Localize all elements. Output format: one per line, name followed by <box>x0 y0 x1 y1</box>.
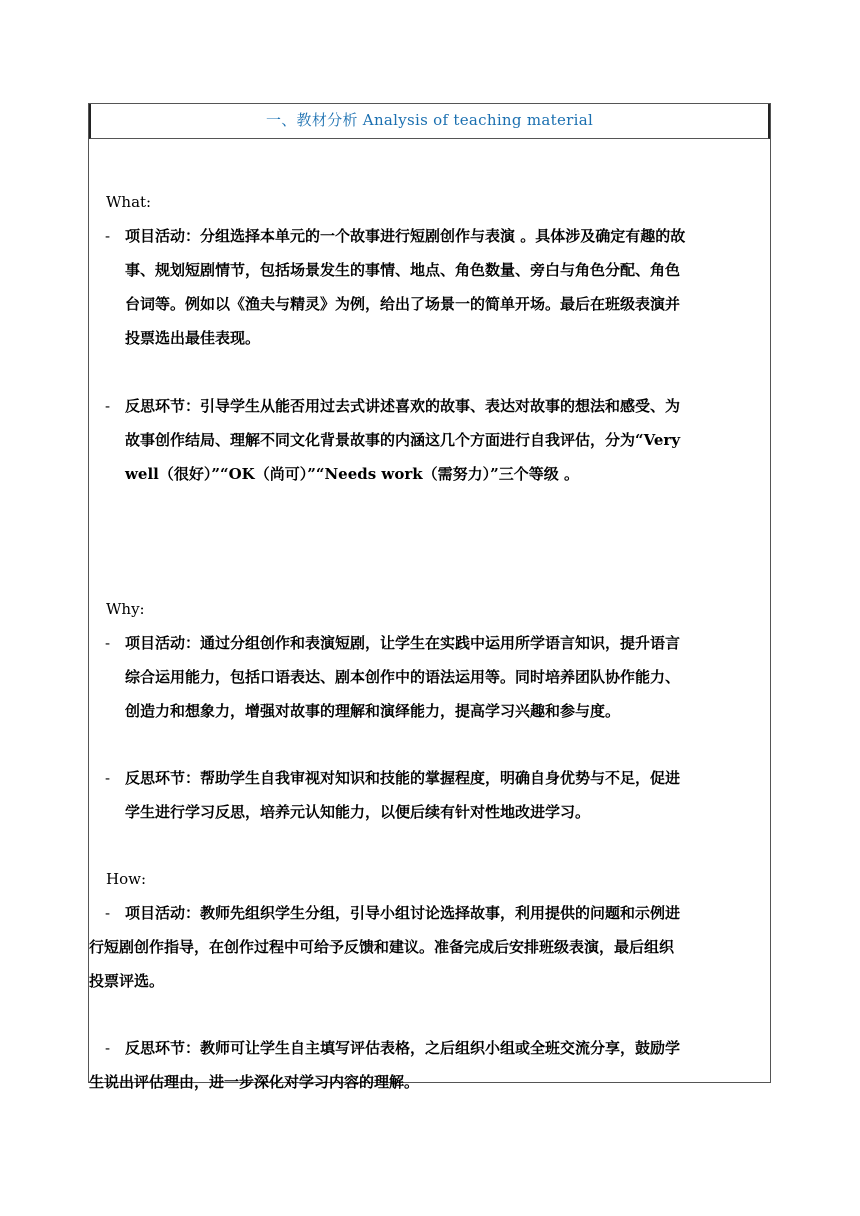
paragraph-line: 反思环节：教师可让学生自主填写评估表格，之后组织小组或全班交流分享，鼓励学 <box>125 1039 681 1057</box>
bullet-dash: - <box>105 634 111 652</box>
paragraph-line: 投票选出最佳表现。 <box>125 329 261 347</box>
paragraph-line: well（很好）”“OK（尚可）”“Needs work（需努力）”三个等级 。 <box>125 465 579 483</box>
paragraph-line: 反思环节：帮助学生自我审视对知识和技能的掌握程度，明确自身优势与不足，促进 <box>125 769 681 787</box>
why-project-activity <box>105 626 772 728</box>
what-project-activity <box>105 219 772 355</box>
paragraph-line: 创造力和想象力，增强对故事的理解和演绎能力，提高学习兴趣和参与度。 <box>125 702 621 720</box>
how-project-activity <box>89 896 772 998</box>
bullet-dash: - <box>105 227 111 245</box>
why-reflection <box>105 761 772 829</box>
what-label: What: <box>106 193 152 211</box>
paragraph-line: 生说出评估理由，进一步深化对学习内容的理解。 <box>89 1073 420 1091</box>
paragraph-line: 项目活动：教师先组织学生分组，引导小组讨论选择故事，利用提供的问题和示例进 <box>125 904 681 922</box>
bullet-dash: - <box>105 397 111 415</box>
bullet-dash: - <box>105 904 111 922</box>
paragraph-line: 学生进行学习反思，培养元认知能力，以便后续有针对性地改进学习。 <box>125 803 591 821</box>
paragraph-line: 项目活动：分组选择本单元的一个故事进行短剧创作与表演 。具体涉及确定有趣的故 <box>125 227 686 245</box>
paragraph-line: 台词等。例如以《渔夫与精灵》为例，给出了场景一的简单开场。最后在班级表演并 <box>125 295 681 313</box>
what-reflection <box>105 389 772 491</box>
paragraph-line: 故事创作结局、理解不同文化背景故事的内涵这几个方面进行自我评估，分为“Very <box>125 431 681 449</box>
paragraph-line: 投票评选。 <box>89 972 165 990</box>
how-label: How: <box>106 870 147 888</box>
why-label: Why: <box>106 600 145 618</box>
paragraph-line: 综合运用能力，包括口语表达、剧本创作中的语法运用等。同时培养团队协作能力、 <box>125 668 681 686</box>
bullet-dash: - <box>105 769 111 787</box>
analysis-table <box>88 103 771 1091</box>
paragraph-line: 行短剧创作指导，在创作过程中可给予反馈和建议。准备完成后安排班级表演，最后组织 <box>89 938 675 956</box>
table-header-row <box>89 104 770 139</box>
section-title: 一、教材分析 Analysis of teaching material <box>265 111 594 129</box>
bullet-dash: - <box>105 1039 111 1057</box>
how-reflection <box>89 1031 772 1099</box>
paragraph-line: 反思环节：引导学生从能否用过去式讲述喜欢的故事、表达对故事的想法和感受、为 <box>125 397 681 415</box>
paragraph-line: 事、规划短剧情节，包括场景发生的事情、地点、角色数量、旁白与角色分配、角色 <box>125 261 681 279</box>
paragraph-line: 项目活动：通过分组创作和表演短剧，让学生在实践中运用所学语言知识，提升语言 <box>125 634 681 652</box>
